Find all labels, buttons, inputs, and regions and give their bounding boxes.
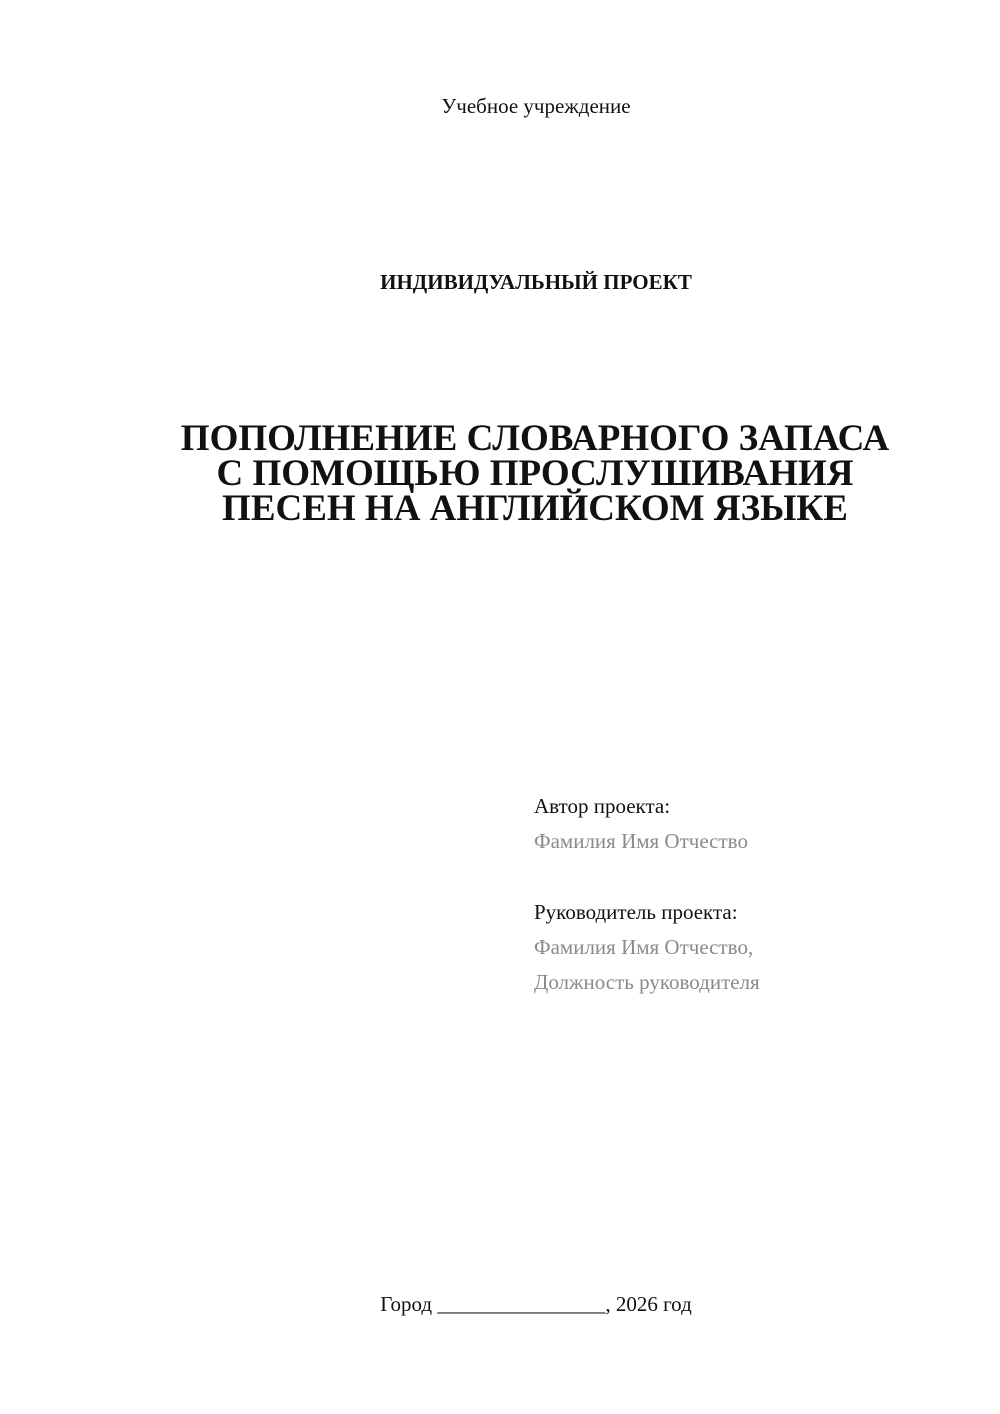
credits-block bbox=[534, 789, 974, 1000]
supervisor-label: Руководитель проекта: bbox=[534, 900, 738, 924]
credits-spacer bbox=[534, 859, 974, 895]
project-title bbox=[130, 418, 940, 529]
project-title-line-3: ПЕСЕН НА АНГЛИЙСКОМ ЯЗЫКЕ bbox=[222, 488, 848, 529]
project-title-line-2: С ПОМОЩЬЮ ПРОСЛУШИВАНИЯ bbox=[216, 453, 854, 494]
project-type-heading: ИНДИВИДУАЛЬНЫЙ ПРОЕКТ bbox=[380, 270, 692, 294]
author-name: Фамилия Имя Отчество bbox=[534, 829, 748, 853]
institution-name: Учебное учреждение bbox=[441, 94, 631, 118]
project-title-line-1: ПОПОЛНЕНИЕ СЛОВАРНОГО ЗАПАСА bbox=[180, 418, 890, 459]
city-year-footer: Город ________________, 2026 год bbox=[380, 1292, 692, 1316]
supervisor-name: Фамилия Имя Отчество, bbox=[534, 935, 754, 959]
author-label: Автор проекта: bbox=[534, 794, 671, 818]
supervisor-position: Должность руководителя bbox=[534, 970, 760, 994]
